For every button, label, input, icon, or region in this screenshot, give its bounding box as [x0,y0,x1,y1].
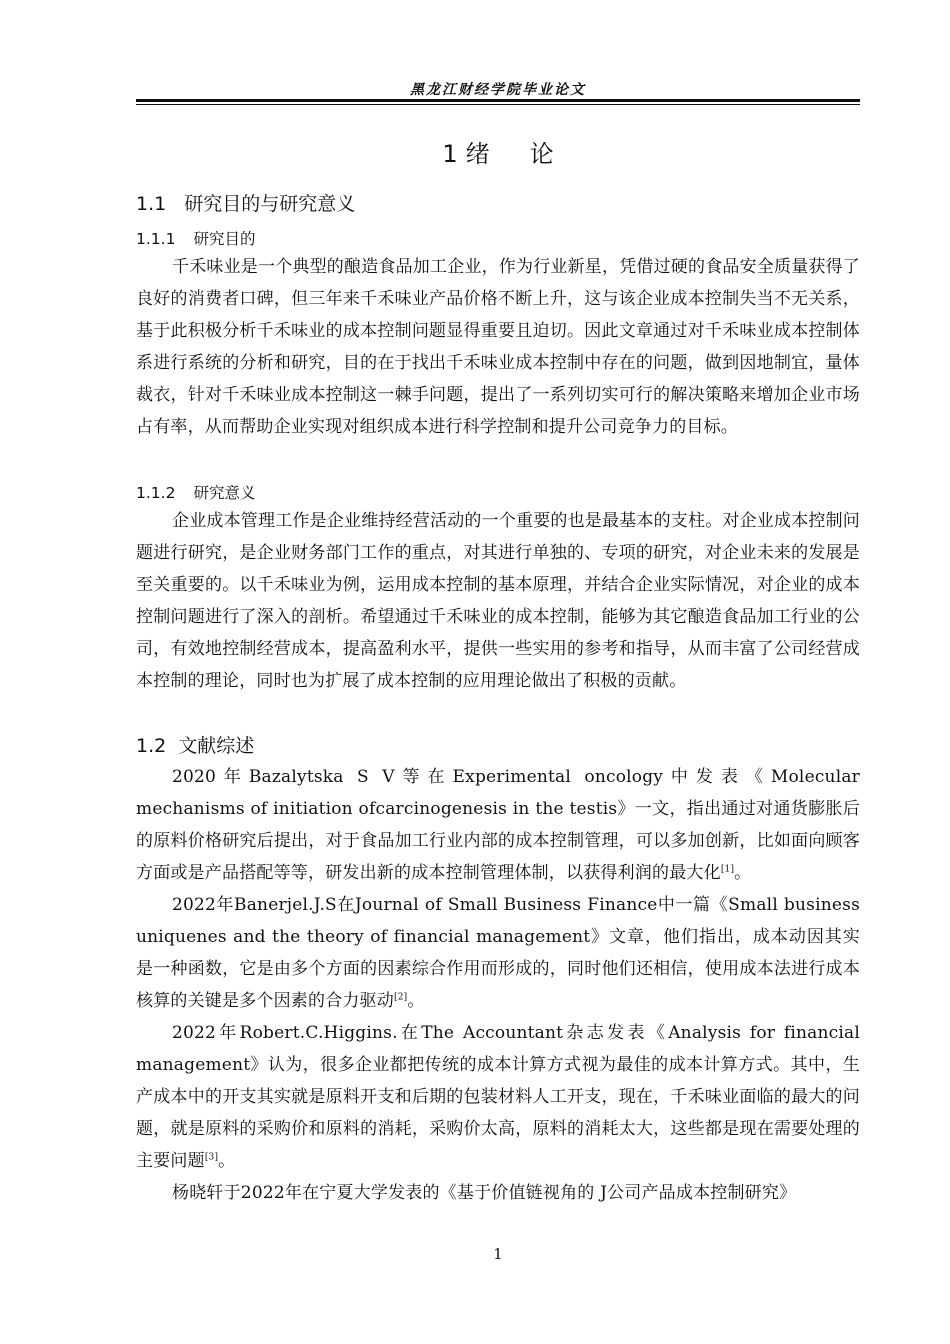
paragraph-text: 2022年Banerjel.J.S在Journal of Small Business Finance中一篇《Small business uniquenes and the theory of financial management》文章，他们指出，成本动因其实是一种函数，它是由多个方面的因素综合作用而形成的，同时他们还相信，使用成本法进行成本核算的关键是多个因素的合力驱动 [136,895,860,1011]
paragraph-research-purpose: 千禾味业是一个典型的酿造食品加工企业，作为行业新星，凭借过硬的食品安全质量获得了良好的消费者口碑，但三年来千禾味业产品价格不断上升，这与该企业成本控制失当不无关系，基于此积极分析千禾味业的成本控制问题显得重要且迫切。因此文章通过对千禾味业成本控制体系进行系统的分析和研究，目的在于找出千禾味业成本控制中存在的问题，做到因地制宜，量体裁衣，针对千禾味业成本控制这一棘手问题，提出了一系列切实可行的解决策略来增加企业市场占有率，从而帮助企业实现对组织成本进行科学控制和提升公司竞争力的目标。 [136,257,860,437]
chapter-number: 1 [442,140,458,168]
subsection-heading-1-1-1 [136,227,255,249]
subsection-title: 研究目的 [193,230,256,248]
paragraph-end: 。 [407,991,425,1011]
section-number: 1.2 [136,735,167,757]
chapter-title-part1: 绪 [465,140,490,168]
section-title: 研究目的与研究意义 [184,193,356,215]
citation-marker: [2] [394,992,408,1003]
header-rule-thick [136,99,860,102]
chapter-title [136,134,860,169]
paragraph-text: 2022年Robert.C.Higgins.在The Accountant杂志发表《Analysis for financial management》认为，很多企业都把传统的成本计算方式视为最佳的成本计算方式。其中，生产成本中的开支其实就是原料开支和后期的包装材料人工开支，现在，千禾味业面临的最大的问题，就是原料的采购价和原料的消耗，采购价太高，原料的消耗太大，这些都是现在需要处理的主要问题 [136,1023,860,1171]
paragraph-text: 2020年Bazalytska S V等在Experimental oncology中发表《Molecular mechanisms of initiation ofcarcinogenesis in the testis》一文，指出通过对通货膨胀后的原料价格研究后提出，对于食品加工行业内部的成本控制管理，可以多加创新，比如面向顾客方面或是产品搭配等等，研发出新的成本控制管理体制，以获得利润的最大化 [136,767,860,883]
paragraph-text: 杨晓轩于2022年在宁夏大学发表的《基于价值链视角的 J公司产品成本控制研究》 [172,1183,797,1203]
subsection-heading-1-1-2 [136,481,255,503]
header-rule-thin [136,104,860,105]
section-heading-1-2 [136,731,254,758]
literature-paragraph-1 [136,761,860,889]
literature-paragraph-4 [136,1177,860,1209]
paragraph-end: 。 [218,1151,236,1171]
subsection-number: 1.1.2 [136,484,176,502]
literature-paragraph-3 [136,1017,860,1177]
chapter-title-part2: 论 [529,140,554,168]
subsection-title: 研究意义 [193,484,256,502]
paragraph-end: 。 [734,863,752,883]
paragraph-research-significance: 企业成本管理工作是企业维持经营活动的一个重要的也是最基本的支柱。对企业成本控制问题进行研究，是企业财务部门工作的重点，对其进行单独的、专项的研究，对企业未来的发展是至关重要的。以千禾味业为例，运用成本控制的基本原理，并结合企业实际情况，对企业的成本控制问题进行了深入的剖析。希望通过千禾味业的成本控制，能够为其它酿造食品加工行业的公司，有效地控制经营成本，提高盈利水平，提供一些实用的参考和指导，从而丰富了公司经营成本控制的理论，同时也为扩展了成本控制的应用理论做出了积极的贡献。 [136,511,860,691]
section-number: 1.1 [136,193,167,215]
running-header: 黑龙江财经学院毕业论文 [410,82,586,98]
citation-marker: [3] [204,1152,219,1163]
section-heading-1-1 [136,189,355,216]
section-title: 文献综述 [178,735,255,757]
citation-marker: [1] [720,864,735,875]
subsection-number: 1.1.1 [136,230,176,248]
literature-paragraph-2 [136,889,860,1017]
page-number: 1 [493,1245,503,1263]
